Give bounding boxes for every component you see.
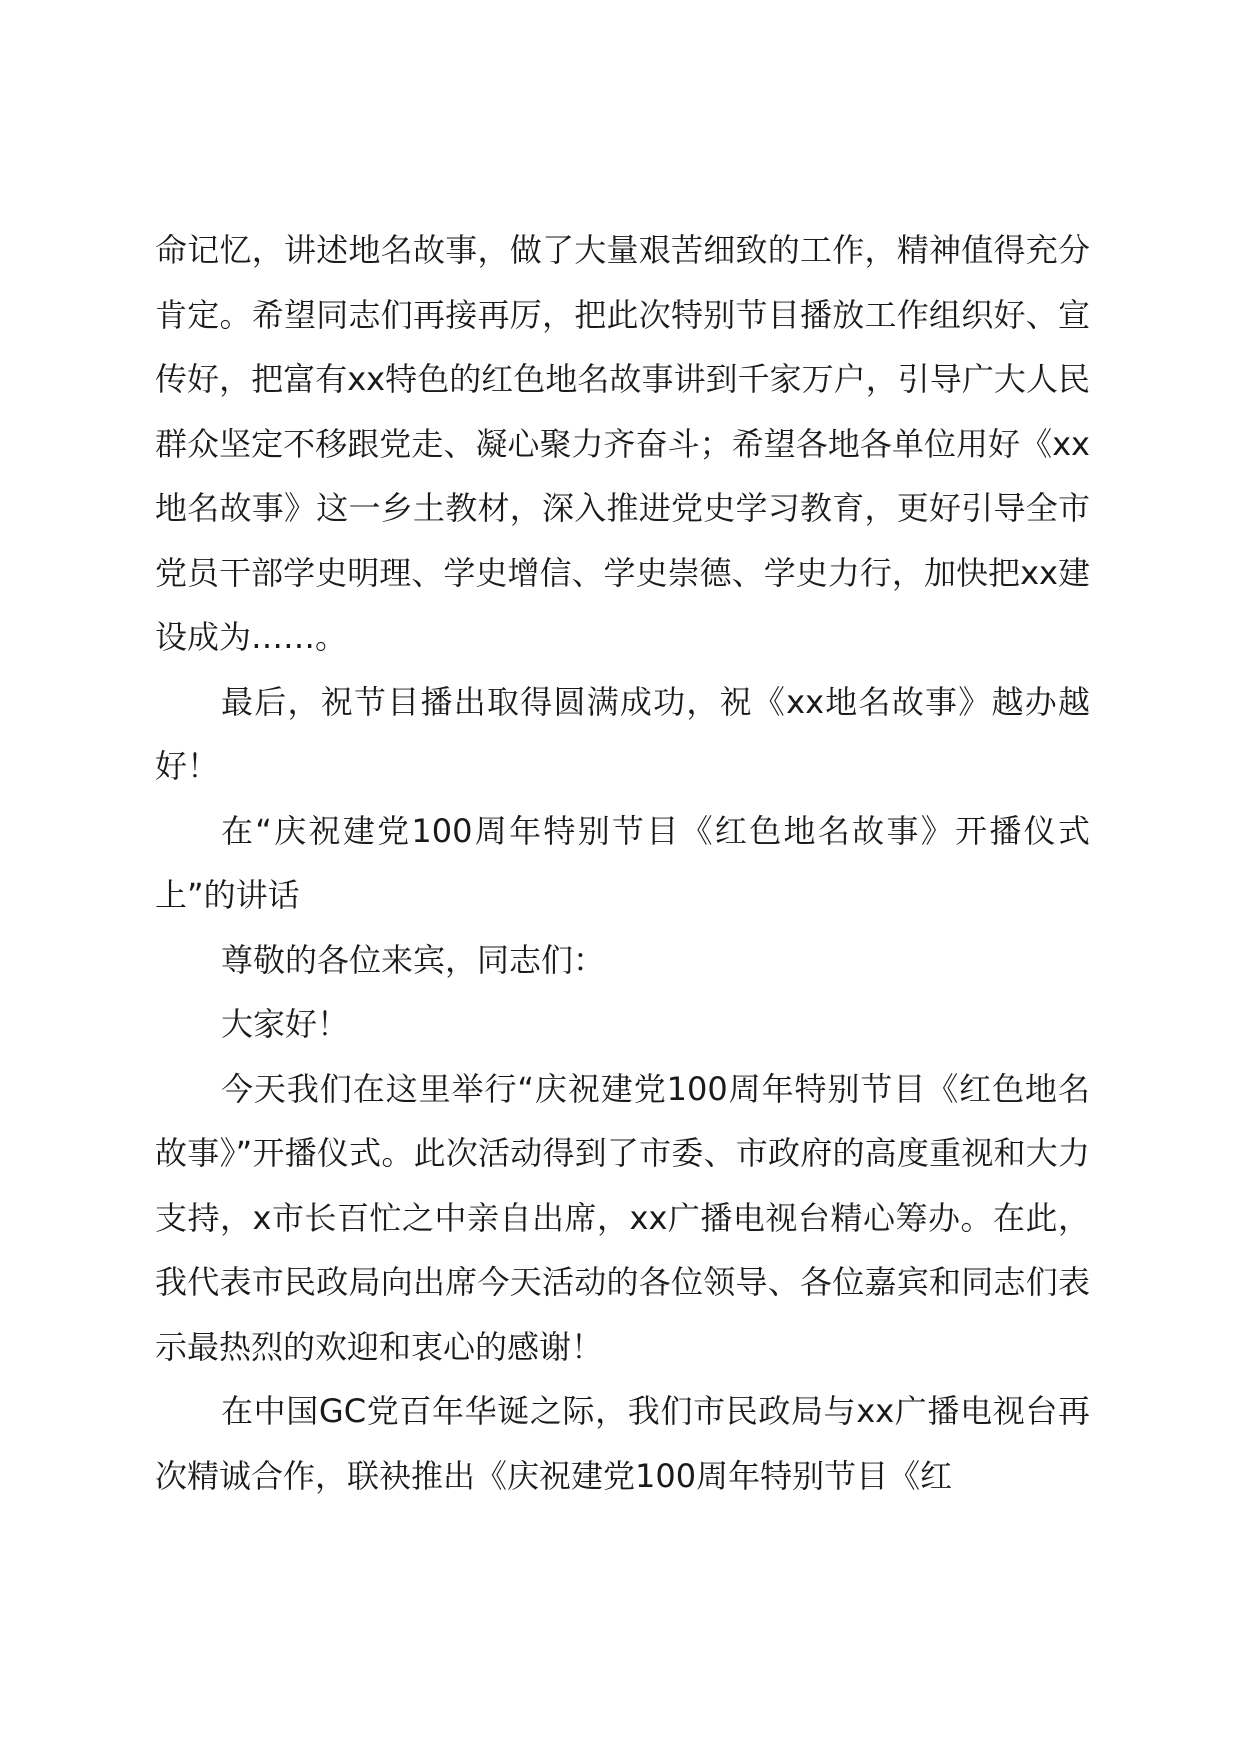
paragraph-salutation: 尊敬的各位来宾，同志们： (221, 940, 606, 979)
paragraph-opening: 今天我们在这里举行“庆祝建党100周年特别节目《红色地名故事》”开播仪式。此次活动得到了市委、市政府的高度重视和大力支持，x市长百忙之中亲自出席，xx广播电视台精心筹办。在此，我代表市民政局向出席今天活动的各位领导、各位嘉宾和同志们表示最热烈的欢迎和衷心的感谢！ (155, 1069, 1090, 1366)
document-body (155, 218, 1090, 1508)
paragraph-closing-wishes: 最后，祝节目播出取得圆满成功，祝《xx地名故事》越办越好！ (155, 682, 1090, 785)
paragraph-continuation: 命记忆，讲述地名故事，做了大量艰苦细致的工作，精神值得充分肯定。希望同志们再接再厉，把此次特别节目播放工作组织好、宣传好，把富有xx特色的红色地名故事讲到千家万户，引导广大人民群众坚定不移跟党走、凝心聚力齐奋斗；希望各地各单位用好《xx地名故事》这一乡土教材，深入推进党史学习教育，更好引导全市党员干部学史明理、学史增信、学史崇德、学史力行，加快把xx建设成为……。 (155, 231, 1090, 656)
paragraph-greeting: 大家好！ (221, 1005, 350, 1043)
paragraph-cooperation: 在中国GC党百年华诞之际，我们市民政局与xx广播电视台再次精诚合作，联袂推出《庆祝建党100周年特别节目《红 (155, 1392, 1090, 1495)
paragraph-speech-heading: 在“庆祝建党100周年特别节目《红色地名故事》开播仪式上”的讲话 (155, 811, 1090, 914)
